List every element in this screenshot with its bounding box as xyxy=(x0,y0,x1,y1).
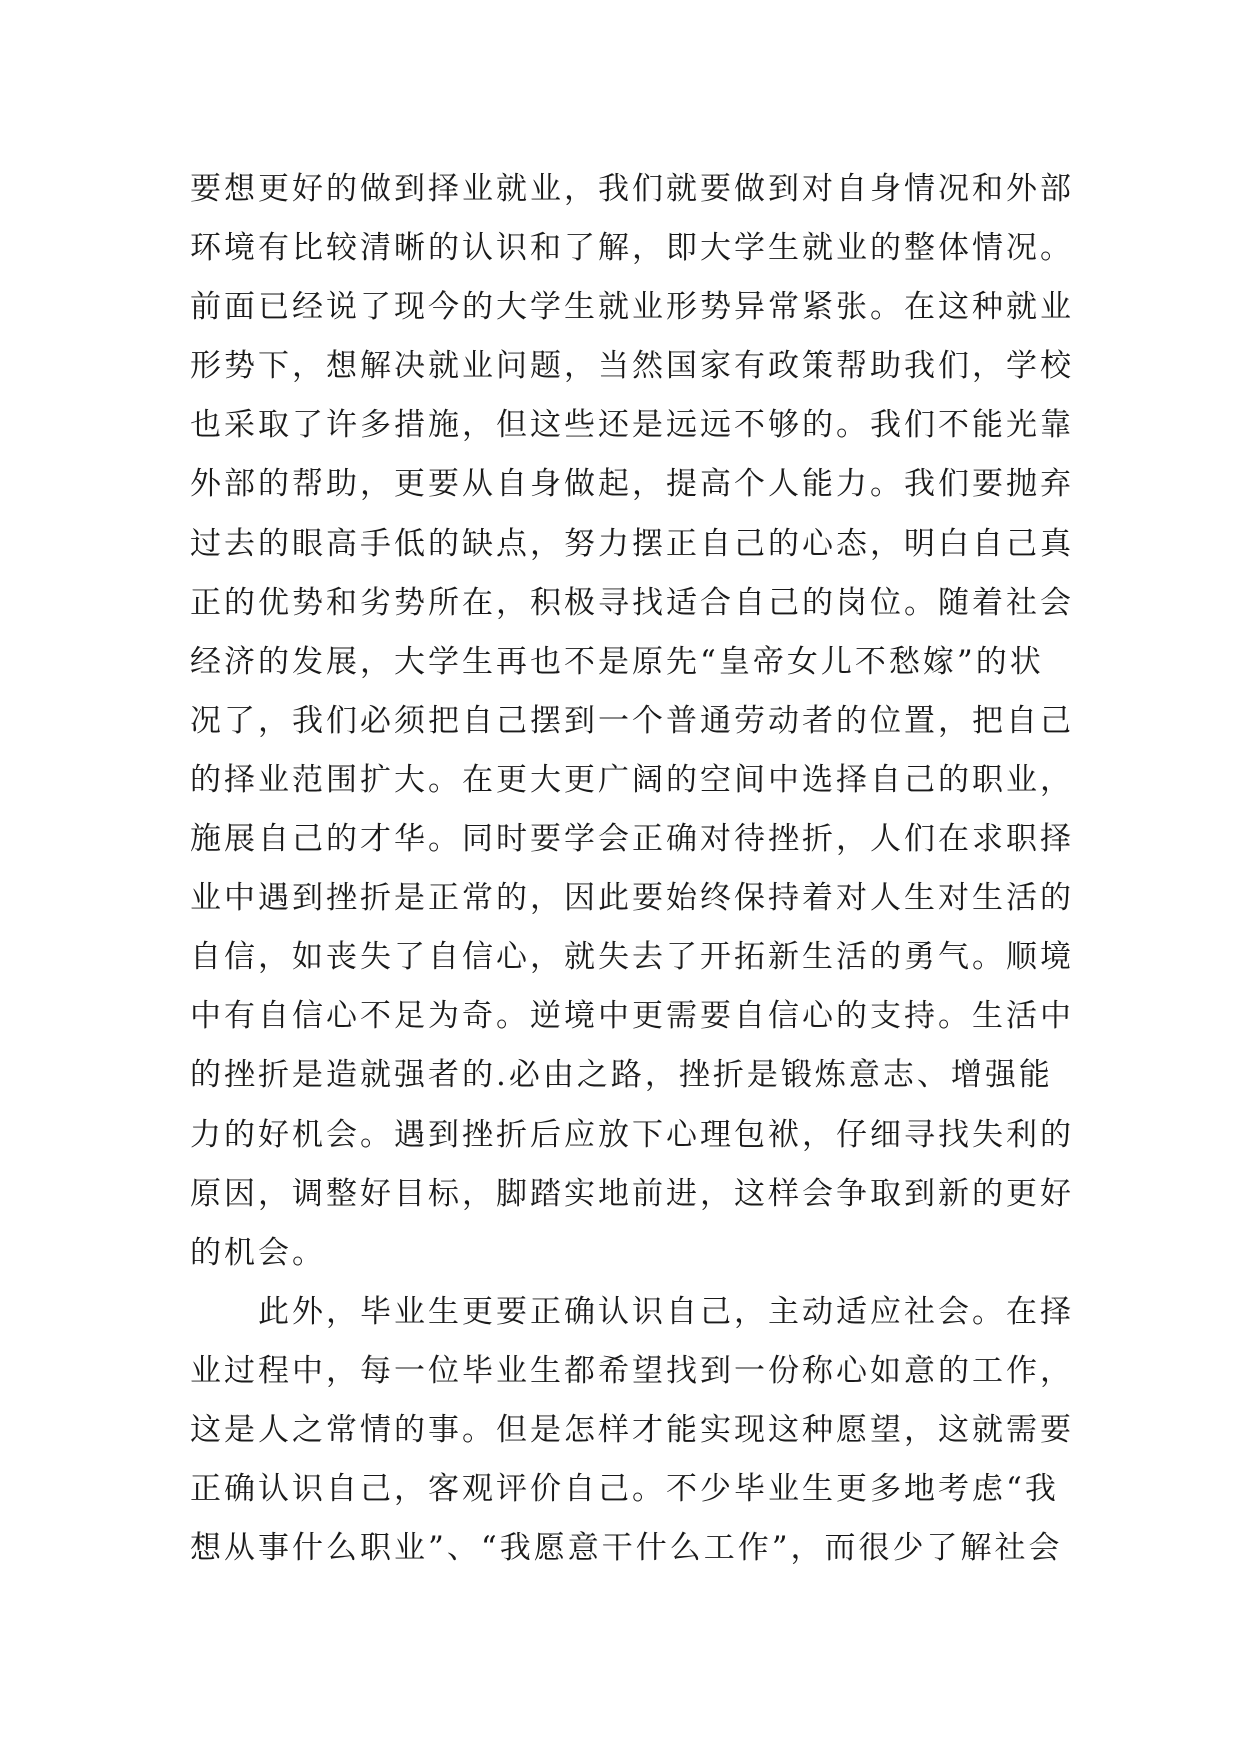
text-line: 要想更好的做到择业就业，我们就要做到对自身情况和外部 xyxy=(190,171,1074,207)
text-line: 前面已经说了现今的大学生就业形势异常紧张。在这种就业 xyxy=(190,289,1074,326)
text-line: 施展自己的才华。同时要学会正确对待挫折，人们在求职择 xyxy=(190,821,1074,858)
text-line: 过去的眼高手低的缺点，努力摆正自己的心态，明白自己真 xyxy=(190,525,1074,562)
text-line: 的择业范围扩大。在更大更广阔的空间中选择自己的职业， xyxy=(190,761,1074,798)
text-line: 正的优势和劣势所在，积极寻找适合自己的岗位。随着社会 xyxy=(190,584,1074,621)
text-line: 此外，毕业生更要正确认识自己，主动适应社会。在择 xyxy=(258,1293,1074,1330)
text-line: 业中遇到挫折是正常的，因此要始终保持着对人生对生活的 xyxy=(190,880,1074,917)
text-line: 力的好机会。遇到挫折后应放下心理包袱，仔细寻找失利的 xyxy=(190,1116,1074,1153)
document-body xyxy=(190,160,1074,1578)
text-line: 的挫折是造就强者的.必由之路，挫折是锻炼意志、增强能 xyxy=(190,1057,1053,1094)
text-line: 中有自信心不足为奇。逆境中更需要自信心的支持。生活中 xyxy=(190,998,1074,1035)
text-line: 环境有比较清晰的认识和了解，即大学生就业的整体情况。 xyxy=(190,230,1074,267)
text-line: 想从事什么职业”、“我愿意干什么工作”，而很少了解社会 xyxy=(190,1530,1063,1567)
text-line: 这是人之常情的事。但是怎样才能实现这种愿望，这就需要 xyxy=(190,1411,1074,1448)
text-line: 正确认识自己，客观评价自己。不少毕业生更多地考虑“我 xyxy=(190,1471,1059,1508)
text-line: 业过程中，每一位毕业生都希望找到一份称心如意的工作， xyxy=(190,1352,1074,1389)
paragraph-1 xyxy=(190,160,1074,1283)
paragraph-2 xyxy=(190,1283,1074,1578)
text-line: 外部的帮助，更要从自身做起，提高个人能力。我们要抛弃 xyxy=(190,466,1074,503)
text-line: 原因，调整好目标，脚踏实地前进，这样会争取到新的更好 xyxy=(190,1175,1074,1212)
text-line: 也采取了许多措施，但这些还是远远不够的。我们不能光靠 xyxy=(190,407,1074,444)
text-line: 自信，如丧失了自信心，就失去了开拓新生活的勇气。顺境 xyxy=(190,939,1074,976)
text-line: 经济的发展，大学生再也不是原先“皇帝女儿不愁嫁”的状 xyxy=(190,643,1044,680)
text-line: 形势下，想解决就业问题，当然国家有政策帮助我们，学校 xyxy=(190,348,1074,385)
text-line: 的机会。 xyxy=(190,1234,326,1271)
text-line: 况了，我们必须把自己摆到一个普通劳动者的位置，把自己 xyxy=(190,702,1074,739)
